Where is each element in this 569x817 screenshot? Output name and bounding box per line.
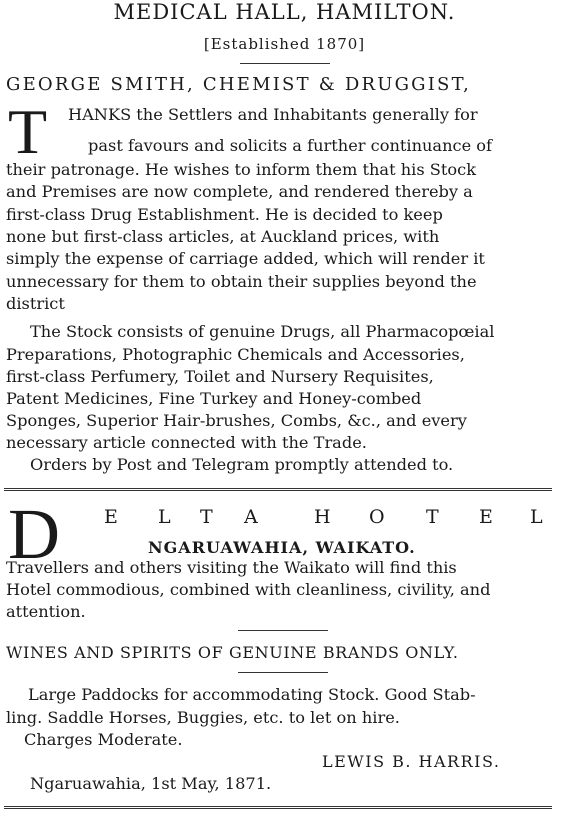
- text-line: district: [6, 294, 65, 313]
- text-line: first-class Perfumery, Toilet and Nursery Requisites,: [6, 367, 434, 386]
- text-line: Large Paddocks for accommodating Stock. Good Stab-: [28, 685, 476, 704]
- text-line: Patent Medicines, Fine Turkey and Honey-combed: [6, 389, 422, 408]
- proprietor-heading: GEORGE SMITH, CHEMIST & DRUGGIST,: [6, 74, 472, 95]
- text-line: HANKS the Settlers and Inhabitants generally for: [68, 105, 478, 124]
- dateline: Ngaruawahia, 1st May, 1871.: [30, 774, 272, 793]
- section-separator: [4, 806, 552, 809]
- heading-letter: E: [104, 506, 118, 528]
- divider: [238, 672, 328, 673]
- established-line: [Established 1870]: [203, 35, 366, 53]
- text-line: The Stock consists of genuine Drugs, all Pharmacopœial: [30, 322, 495, 341]
- ad-title: MEDICAL HALL, HAMILTON.: [113, 0, 456, 24]
- text-line: first-class Drug Establishment. He is decided to keep: [6, 205, 443, 224]
- divider: [238, 630, 328, 631]
- location-heading: NGARUAWAHIA, WAIKATO.: [148, 538, 416, 557]
- text-line: Orders by Post and Telegram promptly attended to.: [30, 455, 454, 474]
- heading-letter: L: [530, 506, 543, 528]
- heading-letter: O: [369, 506, 385, 528]
- text-line: Hotel commodious, combined with cleanliness, civility, and: [6, 580, 491, 599]
- text-line: Preparations, Photographic Chemicals and Accessories,: [6, 345, 465, 364]
- wines-heading: WINES AND SPIRITS OF GENUINE BRANDS ONLY.: [6, 643, 459, 662]
- heading-letter: A: [244, 506, 258, 528]
- text-line: attention.: [6, 602, 86, 621]
- text-line: none but first-class articles, at Auckland prices, with: [6, 227, 440, 246]
- heading-letter: L: [158, 506, 171, 528]
- section-separator: [4, 488, 552, 491]
- text-line: and Premises are now complete, and rendered thereby a: [6, 182, 473, 201]
- text-line: simply the expense of carriage added, which will render it: [6, 249, 485, 268]
- divider: [240, 63, 330, 64]
- heading-letter: T: [426, 506, 439, 528]
- heading-letter: E: [479, 506, 493, 528]
- drop-cap-t: T: [8, 96, 48, 167]
- text-line: Sponges, Superior Hair-brushes, Combs, &c., and every: [6, 411, 467, 430]
- heading-letter: H: [314, 506, 331, 528]
- text-line: Travellers and others visiting the Waikato will find this: [6, 558, 457, 577]
- text-line: ling. Saddle Horses, Buggies, etc. to let on hire.: [6, 708, 400, 727]
- text-line: their patronage. He wishes to inform them that his Stock: [6, 160, 476, 179]
- heading-letter: T: [200, 506, 213, 528]
- text-line: Charges Moderate.: [24, 730, 183, 749]
- text-line: unnecessary for them to obtain their supplies beyond the: [6, 272, 477, 291]
- text-line: necessary article connected with the Trade.: [6, 433, 367, 452]
- signature: LEWIS B. HARRIS.: [322, 752, 501, 771]
- text-line: past favours and solicits a further continuance of: [88, 136, 493, 155]
- drop-cap-d: D: [8, 494, 60, 574]
